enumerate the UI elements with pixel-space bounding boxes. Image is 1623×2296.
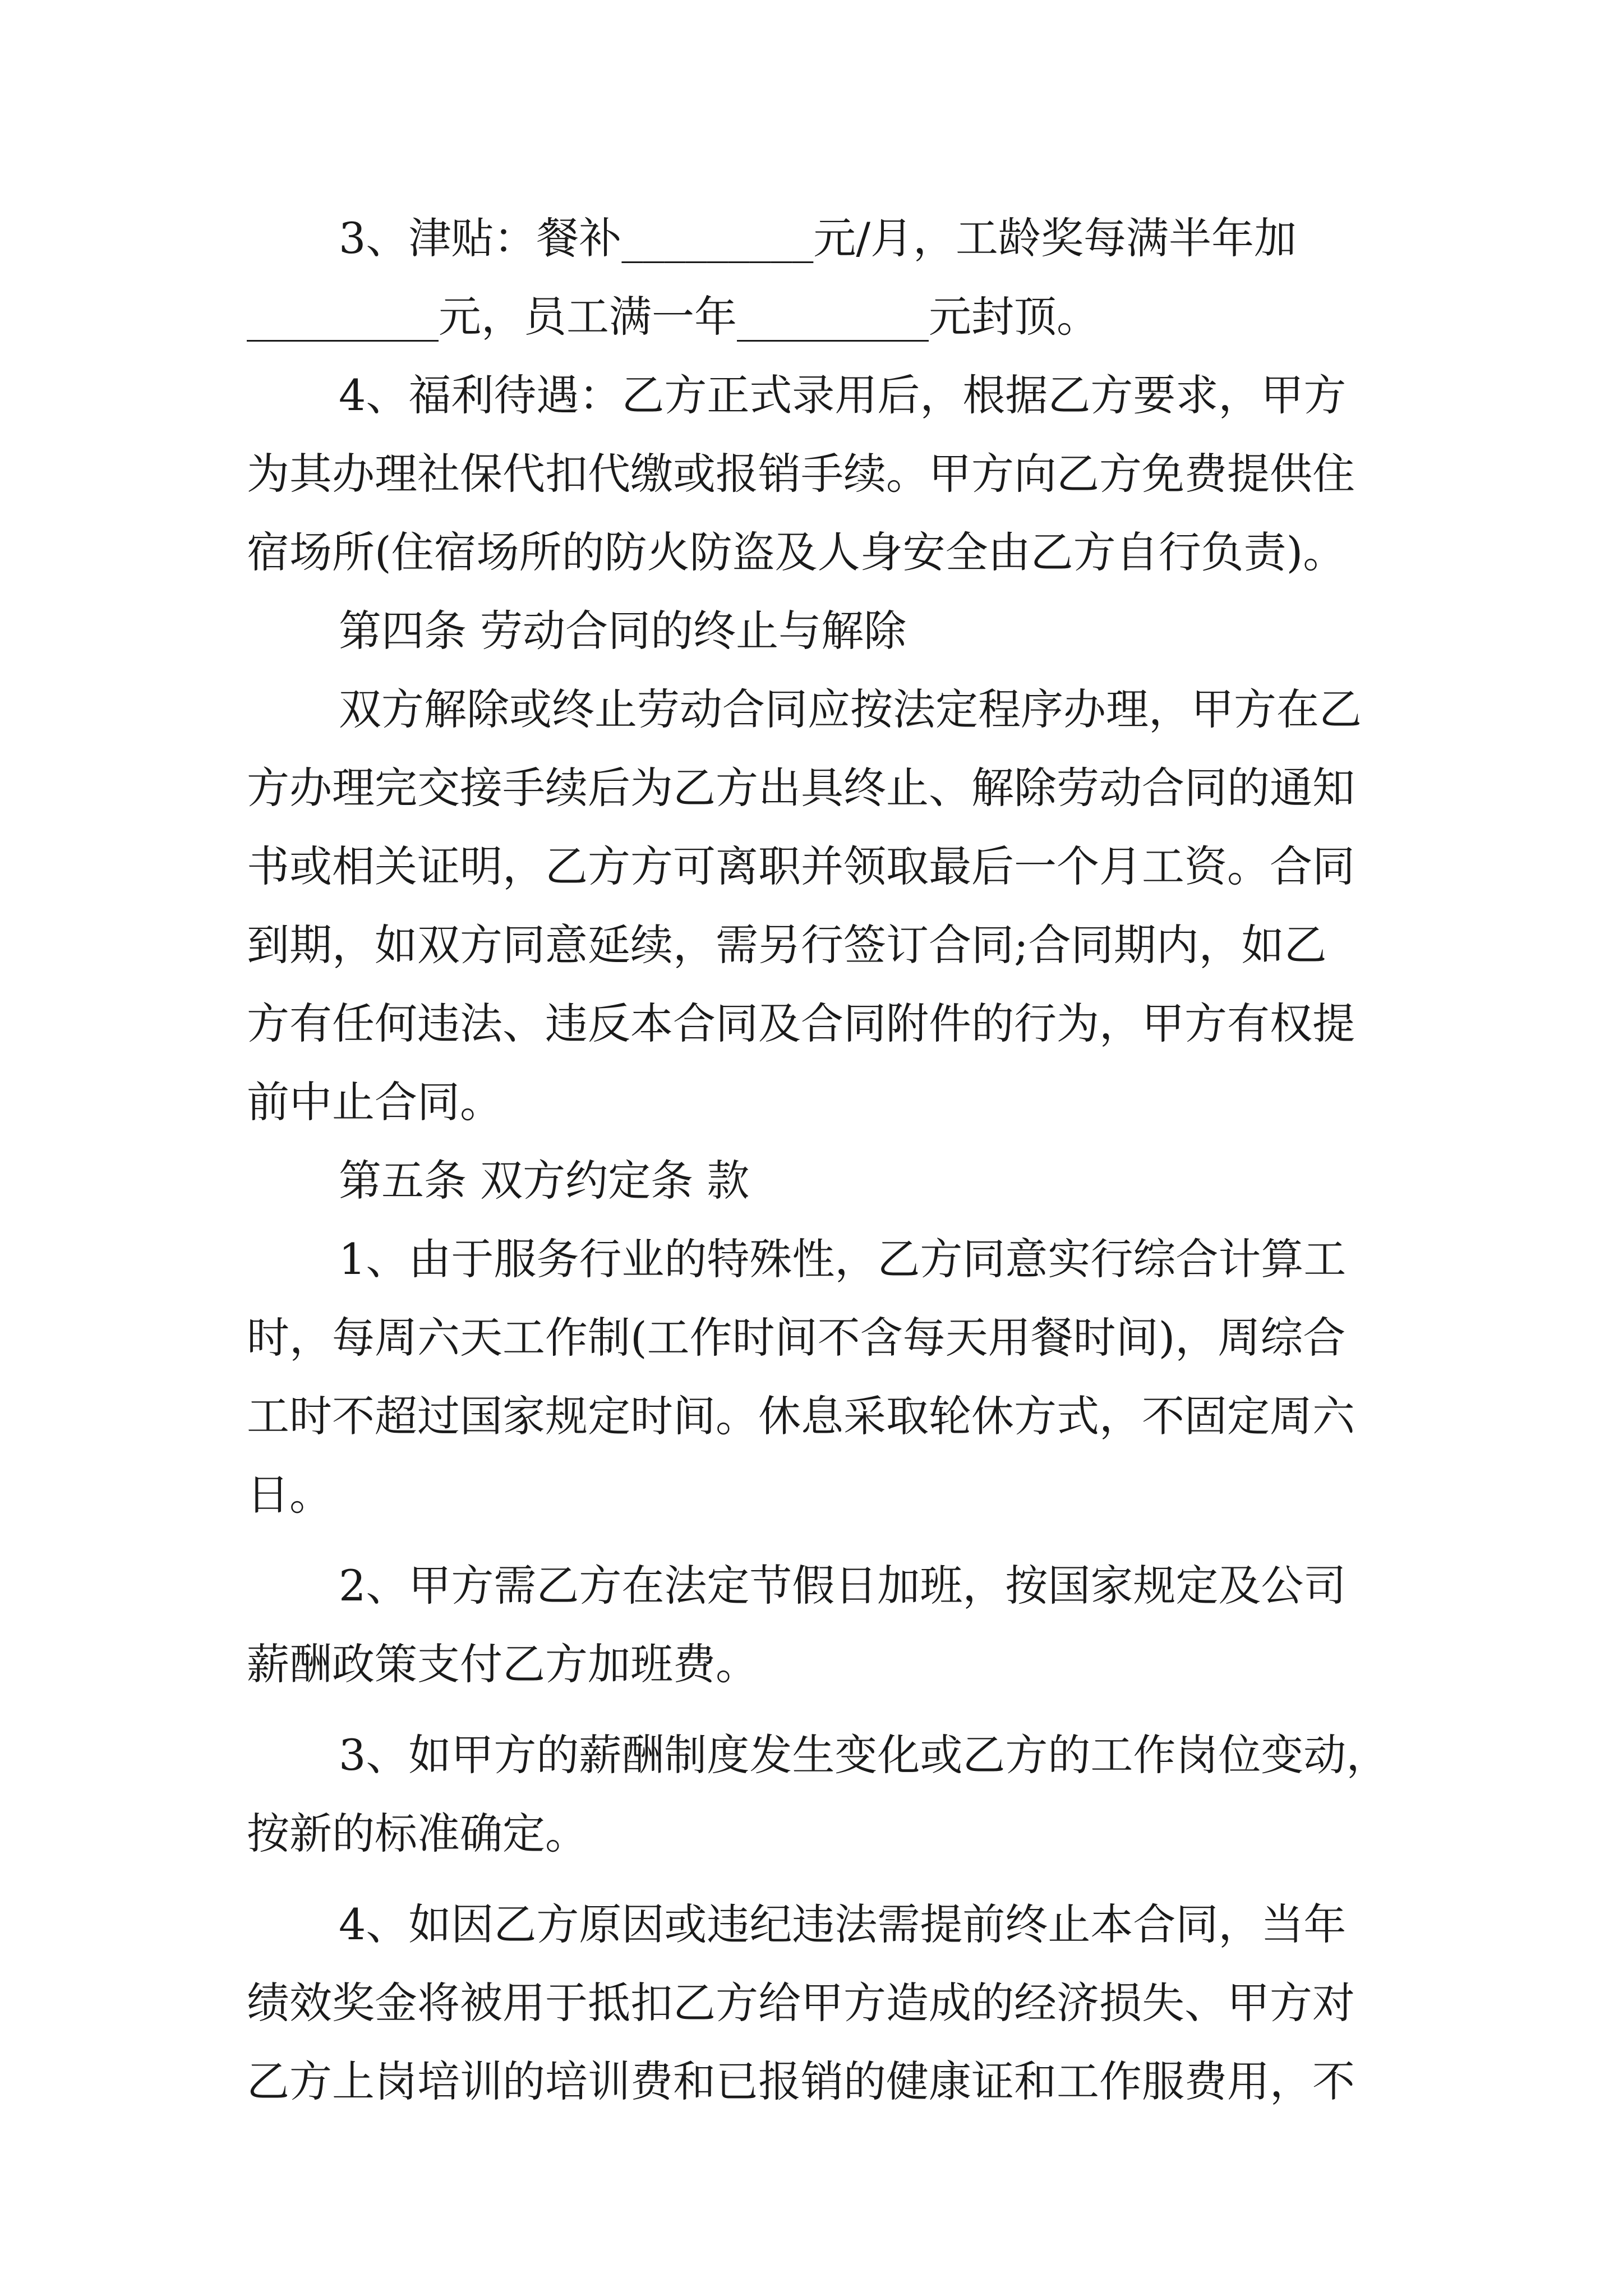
text-line: 到期，如双方同意延续，需另行签订合同;合同期内，如乙 <box>247 920 1327 970</box>
document-body <box>247 199 1391 2121</box>
text-line: 绩效奖金将被用于抵扣乙方给甲方造成的经济损失、甲方对 <box>247 1978 1355 2028</box>
text-line: 双方解除或终止劳动合同应按法定程序办理，甲方在乙 <box>339 684 1362 734</box>
text-line: 4、福利待遇：乙方正式录用后，根据乙方要求，甲方 <box>339 370 1347 420</box>
text-line: 薪酬政策支付乙方加班费。 <box>247 1639 758 1689</box>
section-heading: 第五条 双方约定条 款 <box>339 1156 750 1205</box>
text-line: 2、甲方需乙方在法定节假日加班，按国家规定及公司 <box>339 1561 1347 1611</box>
text-line: 方有任何违法、违反本合同及合同附件的行为，甲方有权提 <box>247 999 1355 1048</box>
text-line: 4、如因乙方原因或违纪违法需提前终止本合同，当年 <box>339 1899 1347 1949</box>
text-line: 为其办理社保代扣代缴或报销手续。甲方向乙方免费提供住 <box>247 449 1355 499</box>
text-line: 日。 <box>247 1470 332 1520</box>
text-line: 按新的标准确定。 <box>247 1809 588 1858</box>
text-line: 乙方上岗培训的培训费和已报销的健康证和工作服费用，不 <box>247 2056 1355 2106</box>
text-line: 工时不超过国家规定时间。休息采取轮休方式，不固定周六 <box>247 1391 1355 1441</box>
text-line: 方办理完交接手续后为乙方出具终止、解除劳动合同的通知 <box>247 763 1355 813</box>
text-line: _________元，员工满一年_________元封顶。 <box>247 292 1099 342</box>
text-line: 3、如甲方的薪酬制度发生变化或乙方的工作岗位变动， <box>339 1730 1389 1780</box>
text-line: 时，每周六天工作制(工作时间不含每天用餐时间)，周综合 <box>247 1313 1346 1363</box>
text-line: 3、津贴：餐补_________元/月，工龄奖每满半年加 <box>339 213 1297 263</box>
text-line: 宿场所(住宿场所的防火防盗及人身安全由乙方自行负责)。 <box>247 527 1346 577</box>
text-line: 前中止合同。 <box>247 1077 502 1127</box>
section-heading: 第四条 劳动合同的终止与解除 <box>339 606 907 656</box>
text-line: 书或相关证明，乙方方可离职并领取最后一个月工资。合同 <box>247 841 1355 891</box>
text-line: 1、由于服务行业的特殊性，乙方同意实行综合计算工 <box>339 1234 1347 1284</box>
